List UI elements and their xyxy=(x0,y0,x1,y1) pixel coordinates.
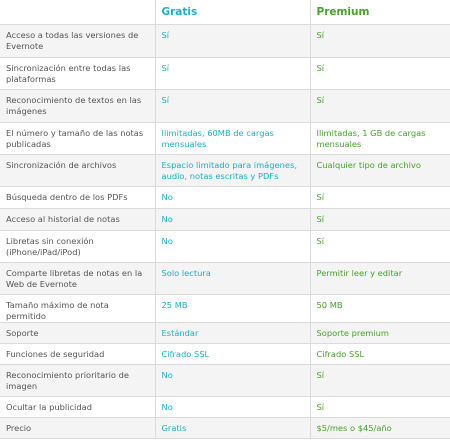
premium-value-cell: Sí xyxy=(310,365,450,397)
feature-cell: Precio xyxy=(0,418,155,439)
free-value-cell: No xyxy=(155,365,310,397)
table-row xyxy=(0,397,450,418)
free-value-cell: 25 MB xyxy=(155,295,310,323)
table-row xyxy=(0,209,450,231)
table-row xyxy=(0,263,450,295)
feature-cell: Acceso al historial de notas xyxy=(0,209,155,231)
table-row xyxy=(0,58,450,90)
premium-value-cell: 50 MB xyxy=(310,295,450,323)
table-row xyxy=(0,187,450,209)
table-row xyxy=(0,25,450,58)
table-row xyxy=(0,323,450,344)
premium-value-cell: Cualquier tipo de archivo xyxy=(310,155,450,187)
free-value-cell: Sí xyxy=(155,58,310,90)
premium-value-cell: Soporte premium xyxy=(310,323,450,344)
free-value-cell: Solo lectura xyxy=(155,263,310,295)
premium-value-cell: Ilimitadas, 1 GB de cargas mensuales xyxy=(310,123,450,155)
free-value-cell: Sí xyxy=(155,25,310,58)
free-value-cell: Cifrado SSL xyxy=(155,344,310,365)
premium-value-cell: Sí xyxy=(310,187,450,209)
premium-value-cell: Permitir leer y editar xyxy=(310,263,450,295)
feature-cell: Reconocimiento prioritario de imagen xyxy=(0,365,155,397)
feature-column-header xyxy=(0,0,155,25)
feature-cell: Búsqueda dentro de los PDFs xyxy=(0,187,155,209)
table-row xyxy=(0,231,450,263)
premium-value-cell: Sí xyxy=(310,58,450,90)
feature-cell: Acceso a todas las versiones de Evernote xyxy=(0,25,155,58)
table-row xyxy=(0,418,450,439)
feature-cell: Reconocimiento de textos en las imágenes xyxy=(0,90,155,123)
table-row xyxy=(0,365,450,397)
premium-value-cell: Cifrado SSL xyxy=(310,344,450,365)
free-value-cell: No xyxy=(155,397,310,418)
feature-cell: Sincronización entre todas las plataformas xyxy=(0,58,155,90)
free-value-cell: Gratis xyxy=(155,418,310,439)
feature-cell: Ocultar la publicidad xyxy=(0,397,155,418)
premium-plan-header: Premium xyxy=(310,0,450,25)
premium-value-cell: Sí xyxy=(310,231,450,263)
free-plan-header: Gratis xyxy=(155,0,310,25)
table-row xyxy=(0,295,450,323)
premium-value-cell: $5/mes o $45/año xyxy=(310,418,450,439)
feature-cell: Comparte libretas de notas en la Web de Evernote xyxy=(0,263,155,295)
feature-cell: Funciones de seguridad xyxy=(0,344,155,365)
free-value-cell: No xyxy=(155,187,310,209)
table-row xyxy=(0,344,450,365)
free-value-cell: Sí xyxy=(155,90,310,123)
header-row xyxy=(0,0,450,25)
premium-value-cell: Sí xyxy=(310,90,450,123)
feature-cell: Libretas sin conexión (iPhone/iPad/iPod) xyxy=(0,231,155,263)
free-value-cell: Ilimitadas, 60MB de cargas mensuales xyxy=(155,123,310,155)
feature-cell: Sincronización de archivos xyxy=(0,155,155,187)
premium-value-cell: Sí xyxy=(310,209,450,231)
free-value-cell: Espacio limitado para imágenes, audio, notas escritas y PDFs xyxy=(155,155,310,187)
free-value-cell: No xyxy=(155,209,310,231)
free-value-cell: No xyxy=(155,231,310,263)
premium-value-cell: Sí xyxy=(310,25,450,58)
table-row xyxy=(0,90,450,123)
feature-cell: Soporte xyxy=(0,323,155,344)
premium-value-cell: Sí xyxy=(310,397,450,418)
table-row xyxy=(0,155,450,187)
free-value-cell: Estándar xyxy=(155,323,310,344)
feature-cell: Tamaño máximo de nota permitido xyxy=(0,295,155,323)
table-row xyxy=(0,123,450,155)
feature-cell: El número y tamaño de las notas publicadas xyxy=(0,123,155,155)
